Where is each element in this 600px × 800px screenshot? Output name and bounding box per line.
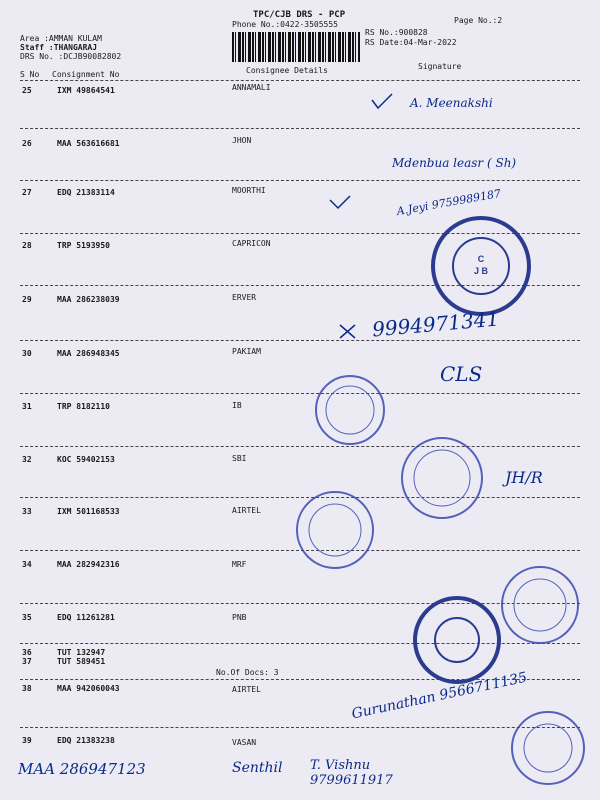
sno: 35 [22,613,32,622]
sno: 33 [22,507,32,516]
signature-38: Gurunathan 9566711135 [350,669,529,723]
capricorn-stamp [433,218,529,314]
consignee: JHON [232,136,252,145]
staff-label: Staff :THANGARAJ [20,43,98,52]
consignment-no: EDQ 21383114 [57,188,115,197]
consignee: ERVER [232,293,257,302]
consignment-no: MAA 286238039 [57,295,120,304]
consignment-no: TUT 589451 [57,657,106,666]
consignee: MOORTHI [232,186,266,195]
consignee: CAPRICON [232,239,271,248]
page-number: Page No.:2 [454,16,503,25]
consignment-no: MAA 282942316 [57,560,120,569]
column-consignee: Consignee Details [246,66,328,75]
consignment-no: TRP 5193950 [57,241,110,250]
sno: 30 [22,349,32,358]
consignee: MRF [232,560,247,569]
consignee: IB [232,401,242,410]
consignee: ANNAMALI [232,83,271,92]
svg-text:J B: J B [473,266,489,276]
consignment-no: IXM 49864541 [57,86,115,95]
tick-mark [330,196,350,208]
sno: 25 [22,86,32,95]
airtel-stamp [297,492,373,568]
column-signature: Signature [418,62,462,71]
phone-number: Phone No.:0422-3505555 [232,20,338,29]
vasan-stamp [512,712,584,784]
sno: 31 [22,402,32,411]
consignee: PAKIAM [232,347,261,356]
sbi-stamp [402,438,482,518]
sno: 38 [22,684,32,693]
signature-32: JH/R [505,468,543,487]
sno: 34 [22,560,32,569]
rs-date: RS Date:04-Mar-2022 [365,38,457,47]
cross-mark [340,325,355,338]
sno: 39 [22,736,32,745]
sno: 26 [22,139,32,148]
rs-number: RS No.:900828 [365,28,428,37]
pnb-hfl-stamp [415,598,499,682]
signature-29: 9994971341 [371,306,501,342]
bottom-handwritten-name: Senthil [232,760,283,776]
consignment-no: TUT 132947 [57,648,106,657]
sno: 27 [22,188,32,197]
consignment-no: MAA 286948345 [57,349,120,358]
bottom-handwritten-number: MAA 286947123 [18,760,146,778]
consignment-no: MAA 942060043 [57,684,120,693]
sno: 36 [22,648,32,657]
bank-stamp [316,376,384,444]
consignment-no: EDQ 21383238 [57,736,115,745]
doc-title: TPC/CJB DRS - PCP [253,10,346,20]
consignee: AIRTEL [232,506,261,515]
tick-mark [372,94,392,108]
consignment-no: IXM 501168533 [57,507,120,516]
column-sno: S No [20,70,40,79]
no-of-docs: No.Of Docs: 3 [216,668,279,677]
consignment-no: KOC 59402153 [57,455,115,464]
sno: 37 [22,657,32,666]
bottom-handwritten-signature: T. Vishnu 9799611917 [310,758,393,788]
consignment-no: TRP 8182110 [57,402,110,411]
mrf-stamp [502,567,578,643]
signature-25: A. Meenakshi [410,96,493,110]
sno: 32 [22,455,32,464]
column-consignment: Consignment No [52,70,120,79]
area-label: Area :AMMAN KULAM [20,34,102,43]
consignment-no: EDQ 11261281 [57,613,115,622]
consignee: VASAN [232,738,257,747]
signature-26: Mdenbua leasr ( Sh) [392,156,517,170]
sno: 28 [22,241,32,250]
consignee: SBI [232,454,247,463]
consignment-no: MAA 563616681 [57,139,120,148]
consignee: AIRTEL [232,685,261,694]
drs-number: DRS No. :DCJB90082802 [20,52,122,61]
sno: 29 [22,295,32,304]
svg-text:C: C [477,254,485,264]
signature-30: CLS [440,362,483,386]
signature-27: A.Jeyi 9759989187 [395,186,502,219]
consignee: PNB [232,613,247,622]
